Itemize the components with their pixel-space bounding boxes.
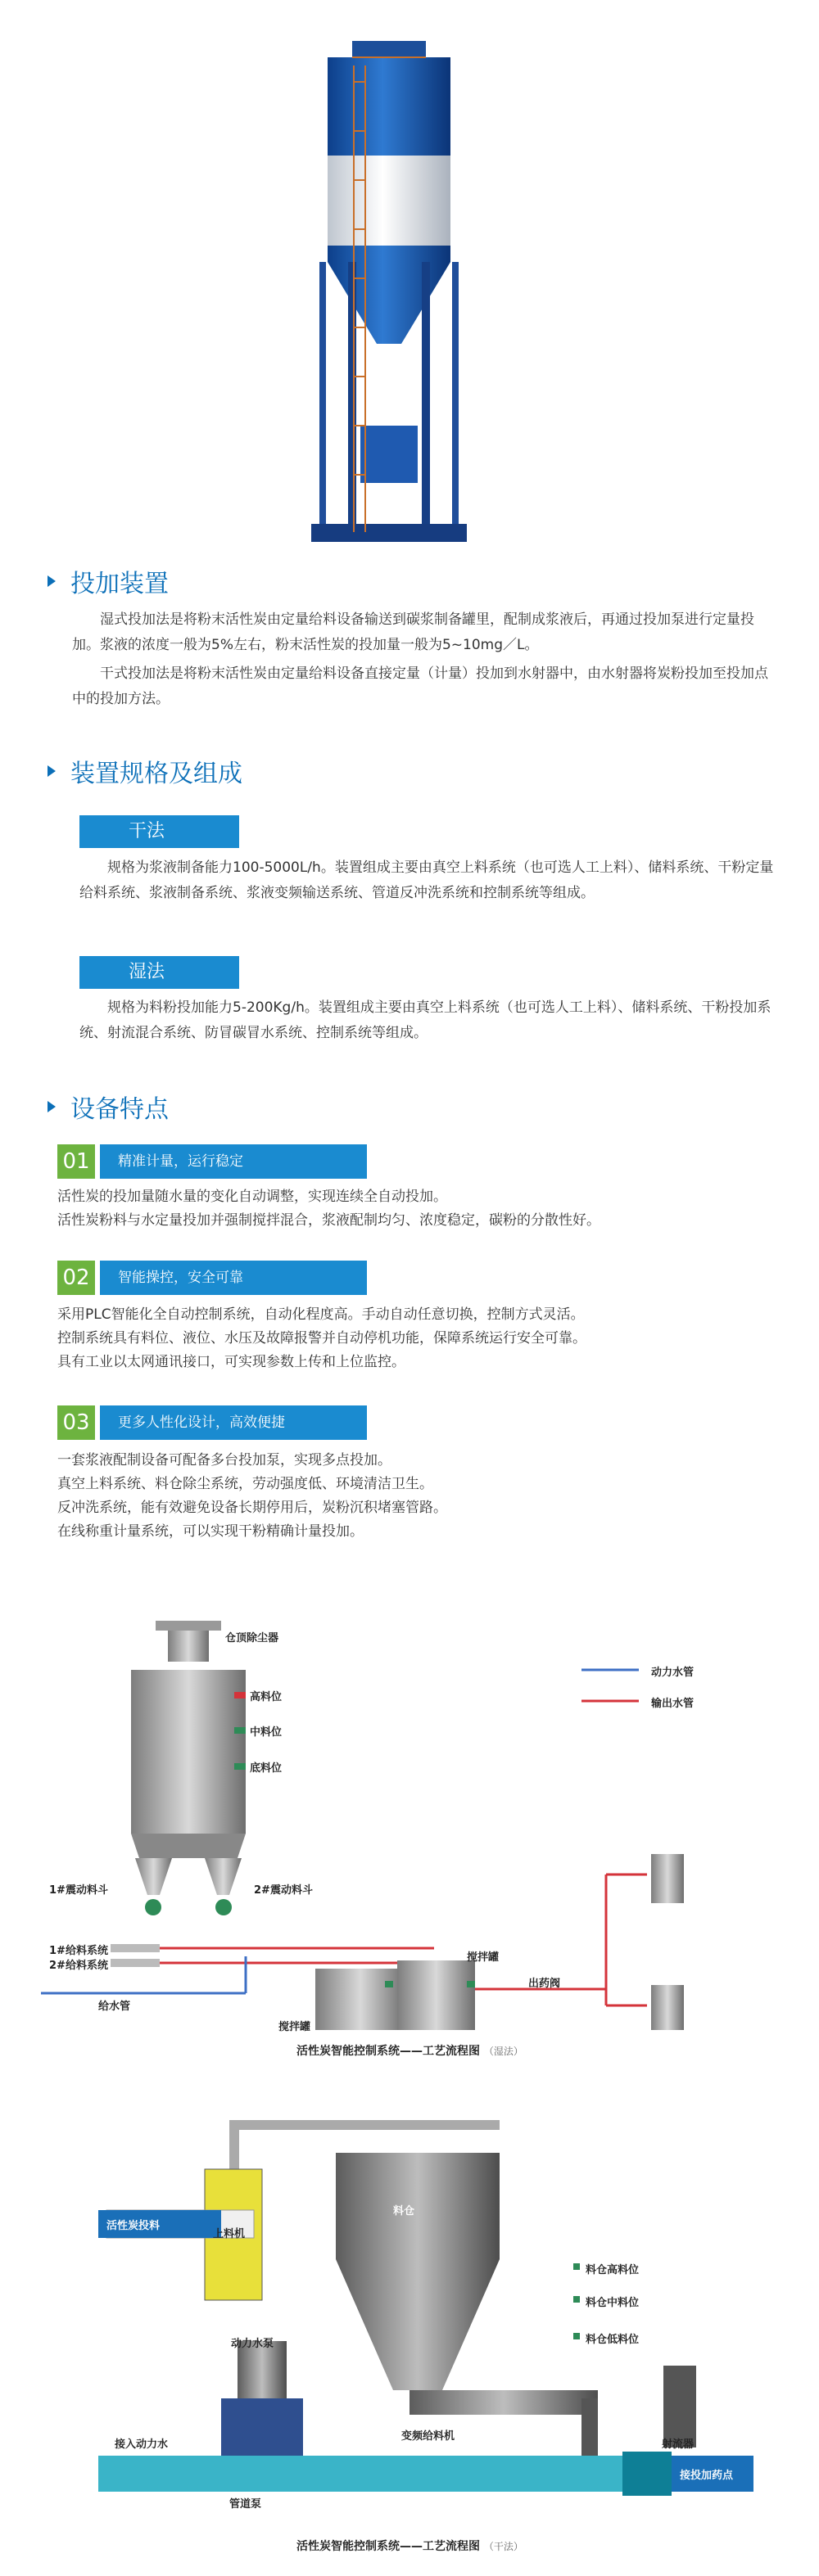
- legend-power-pipe: 动力水管: [651, 1667, 695, 1679]
- section-title-spec: 装置规格及组成: [48, 753, 242, 789]
- feature-title: 更多人性化设计，高效便捷: [100, 1405, 367, 1440]
- label-booster-pump: 管道泵: [229, 2498, 262, 2511]
- wet-process-diagram: [41, 1604, 778, 2030]
- triangle-icon: [48, 1101, 56, 1112]
- feature-number: 01: [57, 1144, 95, 1179]
- feature-line: 具有工业以太网通讯接口，可实现参数上传和上位监控。: [57, 1354, 405, 1370]
- feature-header-3: [57, 1405, 367, 1440]
- label-mid-level: 中料位: [250, 1726, 283, 1739]
- label-loader: 上料机: [213, 2228, 246, 2240]
- silo-photo: [303, 33, 475, 544]
- label-high-level: 高料位: [250, 1691, 283, 1703]
- feature-header-2: [57, 1261, 367, 1295]
- label-dust-collector: 仓顶除尘器: [225, 1632, 279, 1644]
- label-water-in: 接入动力水: [115, 2438, 169, 2451]
- feature-body-3: [57, 1449, 778, 1544]
- feature-line: 采用PLC智能化全自动控制系统，自动化程度高。手动自动任意切换，控制方式灵活。: [57, 1306, 585, 1323]
- label-ejector: 射流器: [662, 2438, 695, 2451]
- feature-body-1: [57, 1185, 778, 1233]
- wet-diagram-caption: 活性炭智能控制系统——工艺流程图 （湿法）: [296, 2045, 523, 2058]
- label-mixer-1: 搅拌罐: [278, 2021, 311, 2033]
- feature-line: 真空上料系统、料仓除尘系统，劳动强度低、环境清洁卫生。: [57, 1476, 433, 1492]
- label-vfd-feeder: 变频给料机: [401, 2430, 455, 2443]
- legend-output-pipe: 输出水管: [651, 1698, 695, 1710]
- label-mixer-2: 搅拌罐: [467, 1951, 500, 1964]
- paragraph-wet-method: 湿式投加法是将粉末活性炭由定量给料设备输送到碳浆制备罐里，配制成浆液后，再通过投加泵进行定量投加。浆液的浓度一般为5%左右，粉末活性炭的投加量一般为5~10mg／L。: [72, 611, 754, 653]
- feature-line: 反冲洗系统，能有效避免设备长期停用后，炭粉沉积堵塞管路。: [57, 1500, 447, 1516]
- label-water-in: 给水管: [98, 2001, 131, 2013]
- tag-dry: 干法: [79, 815, 239, 848]
- label-silo-low: 料仓低料位: [586, 2334, 640, 2346]
- feature-line: 活性炭粉料与水定量投加并强制搅拌混合，浆液配制均匀、浓度稳定，碳粉的分散性好。: [57, 1212, 600, 1229]
- label-dosing-point: 接投加药点: [680, 2470, 734, 2482]
- label-low-level: 底料位: [250, 1762, 283, 1775]
- label-hopper-1: 1#震动料斗: [49, 1884, 108, 1897]
- feature-body-2: [57, 1303, 778, 1374]
- tag-wet: 湿法: [79, 956, 239, 989]
- triangle-icon: [48, 575, 56, 587]
- dry-process-diagram: [98, 2120, 770, 2513]
- label-silo-mid: 料仓中料位: [586, 2297, 640, 2309]
- spec-dry-text: 规格为浆液制备能力100-5000L/h。装置组成主要由真空上料系统（也可选人工上料）、储料系统、干粉定量给料系统、浆液制备系统、浆液变频输送系统、管道反冲洗系统和控制系统等组成。: [79, 859, 774, 901]
- feature-number: 03: [57, 1405, 95, 1440]
- feature-title: 精准计量，运行稳定: [100, 1144, 367, 1179]
- label-silo-high: 料仓高料位: [586, 2264, 640, 2276]
- feature-line: 控制系统具有料位、液位、水压及故障报警并自动停机功能，保障系统运行安全可靠。: [57, 1330, 586, 1347]
- feature-line: 一套浆液配制设备可配备多台投加泵，实现多点投加。: [57, 1452, 391, 1468]
- label-feed-1: 1#给料系统: [49, 1945, 108, 1957]
- label-feed-2: 2#给料系统: [49, 1960, 108, 1972]
- section-title-features: 设备特点: [48, 1089, 169, 1125]
- feature-line: 活性炭的投加量随水量的变化自动调整，实现连续全自动投加。: [57, 1189, 447, 1205]
- label-carbon-input: 活性炭投料: [106, 2220, 161, 2232]
- dry-diagram-caption: 活性炭智能控制系统——工艺流程图 （干法）: [296, 2540, 523, 2553]
- label-hopper-2: 2#震动料斗: [254, 1884, 313, 1897]
- triangle-icon: [48, 765, 56, 777]
- section-title-dosing: 投加装置: [48, 563, 169, 599]
- feature-number: 02: [57, 1261, 95, 1295]
- label-power-pump: 动力水泵: [231, 2338, 274, 2350]
- label-outlet-valve: 出药阀: [528, 1978, 561, 1990]
- feature-header-1: [57, 1144, 367, 1179]
- spec-wet-text: 规格为料粉投加能力5-200Kg/h。装置组成主要由真空上料系统（也可选人工上料）、储料系统、干粉投加系统、射流混合系统、防冒碳冒水系统、控制系统等组成。: [79, 999, 771, 1041]
- feature-title: 智能操控，安全可靠: [100, 1261, 367, 1295]
- label-silo: 料仓: [393, 2205, 415, 2217]
- paragraph-dry-method: 干式投加法是将粉末活性炭由定量给料设备直接定量（计量）投加到水射器中，由水射器将炭粉投加至投加点中的投加方法。: [72, 665, 768, 707]
- feature-line: 在线称重计量系统，可以实现干粉精确计量投加。: [57, 1523, 364, 1540]
